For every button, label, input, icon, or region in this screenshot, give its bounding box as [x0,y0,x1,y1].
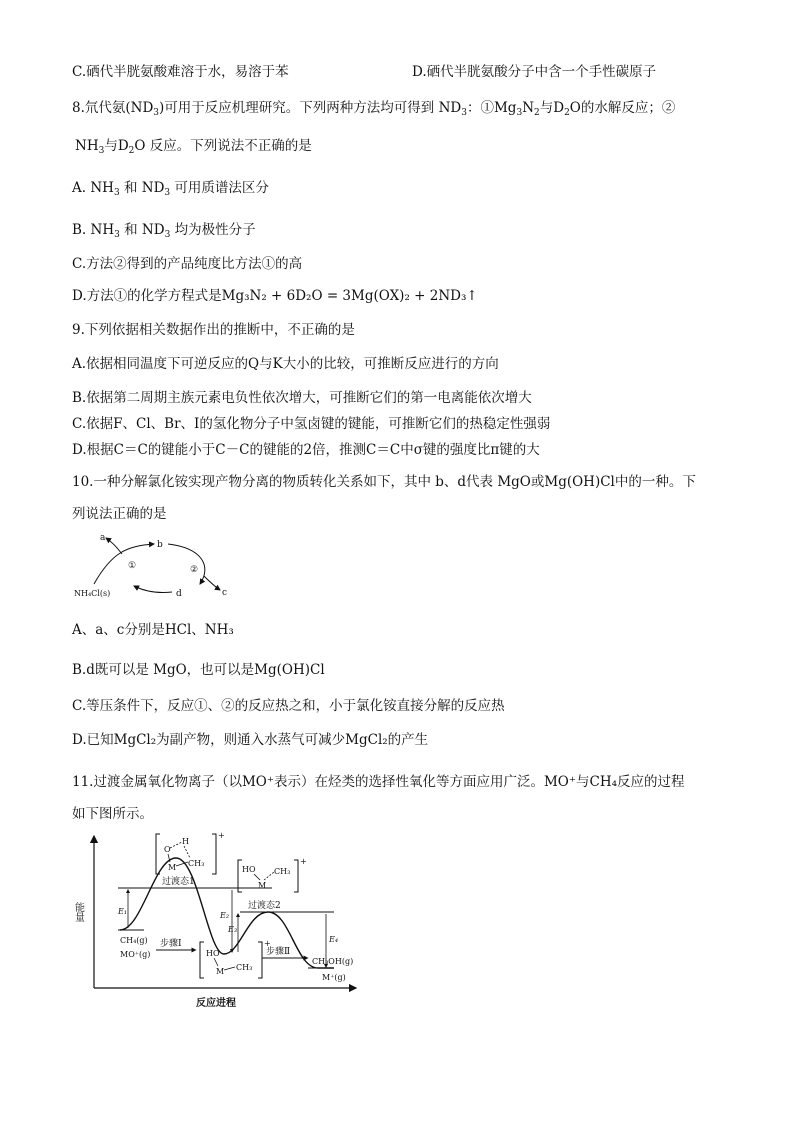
ts1-structure [156,831,225,874]
product1-label: CH₃OH(g) [312,957,354,966]
q10-cycle-diagram [72,532,232,602]
svg-text:HO: HO [206,949,220,958]
ts1-label: 过渡态1 [162,877,195,887]
step1-label: ① [128,561,137,571]
step1-label: 步骤Ⅰ [160,939,182,949]
step2-branch-arrow [204,576,220,590]
product2-label: M⁺(g) [322,973,346,982]
q8-option-d: D.方法①的化学方程式是Mg₃N₂ + 6D₂O = 3Mg(OX)₂ + 2ND₃↑ [72,288,478,304]
y-axis-label: 能量 [72,902,84,922]
q11-stem-line2: 如下图所示。 [72,806,153,822]
step2-label: 步骤Ⅱ [266,947,291,957]
q10-stem-line2: 列说法正确的是 [72,506,167,522]
step2-arc [168,544,205,584]
ts2-structure [238,857,307,892]
svg-text:CH₃: CH₃ [274,867,291,876]
q11-stem-line1: 11.过渡金属氧化物离子（以MO⁺表示）在烃类的选择性氧化等方面应用广泛。MO⁺与CH₄反应的过程 [72,774,685,790]
svg-text:+: + [264,939,271,948]
q9-option-c: C.依据F、Cl、Br、I的氢化物分子中氢卤键的键能，可推断它们的热稳定性强弱 [72,416,551,432]
q10-option-b: B.d既可以是 MgO，也可以是Mg(OH)Cl [72,662,325,678]
step2-label: ② [190,565,199,575]
q9-option-b: B.依据第二周期主族元素电负性依次增大，可推断它们的第一电离能依次增大 [72,390,532,406]
reactant2-label: MO⁺(g) [120,950,151,959]
label-c: c [222,588,228,598]
label-a: a [100,533,106,543]
q8-option-c: C.方法②得到的产品纯度比方法①的高 [72,256,303,272]
svg-text:HO: HO [242,865,256,874]
svg-text:CH₃: CH₃ [236,963,253,972]
e1-label: E₁ [118,907,128,916]
q10-option-a: A、a、c分别是HCl、NH₃ [72,622,234,638]
svg-text:+: + [300,857,307,866]
return-arc [134,586,172,593]
svg-text:M: M [168,863,177,872]
svg-text:CH₃: CH₃ [188,859,205,868]
reactant1-label: CH₄(g) [120,936,148,945]
svg-text:M: M [258,881,267,890]
svg-text:M: M [216,967,225,976]
q9-option-d: D.根据C＝C的键能小于C－C的键能的2倍，推测C＝C中σ键的强度比π键的大 [72,442,540,458]
q9-stem: 9.下列依据相关数据作出的推断中，不正确的是 [72,322,355,338]
q8-stem-line2: $NH_3$与$D_2O$ 反应。下列说法不正确的是 [75,138,312,156]
svg-text:H: H [182,837,189,846]
reactant-label: NH₄Cl(s) [74,589,111,598]
q8-option-b: B. $NH_3$ 和 $ND_3$ 均为极性分子 [72,222,256,240]
svg-text:O: O [164,845,171,854]
svg-text:+: + [218,831,225,840]
ts2-label: 过渡态2 [248,901,281,911]
label-b: b [157,540,163,550]
q7-option-c: C.硒代半胱氨酸难溶于水，易溶于苯 [72,64,289,80]
step1-branch-arrow [106,538,122,554]
q10-option-d: D.已知MgCl₂为副产物，则通入水蒸气可减少MgCl₂的产生 [72,732,429,748]
q10-stem-line1: 10.一种分解氯化铵实现产物分离的物质转化关系如下，其中 b、d代表 MgO或Mg(OH)Cl中的一种。下 [72,474,696,490]
e3-label: E₃ [228,925,238,934]
q10-option-c: C.等压条件下，反应①、②的反应热之和，小于氯化铵直接分解的反应热 [72,698,505,714]
q9-option-a: A.依据相同温度下可逆反应的Q与K大小的比较，可推断反应进行的方向 [72,356,499,372]
e2-label: E₂ [220,911,230,920]
e4-label: E₄ [329,935,339,944]
intermediate-structure [200,939,271,978]
q8-option-a: A. $NH_3$ 和 $ND_3$ 可用质谱法区分 [72,180,269,198]
x-axis-label: 反应进程 [196,998,236,1009]
q8-stem-line1: 8.氘代氨$(ND_3)$可用于反应机理研究。下列两种方法均可得到 $ND_3$：$①Mg_3N_2$与$D_2O$的水解反应；② [72,100,676,118]
q11-energy-diagram [72,830,372,1010]
q7-option-d: D.硒代半胱氨酸分子中含一个手性碳原子 [412,64,657,80]
label-d: d [176,589,182,599]
step1-arc [94,544,154,584]
